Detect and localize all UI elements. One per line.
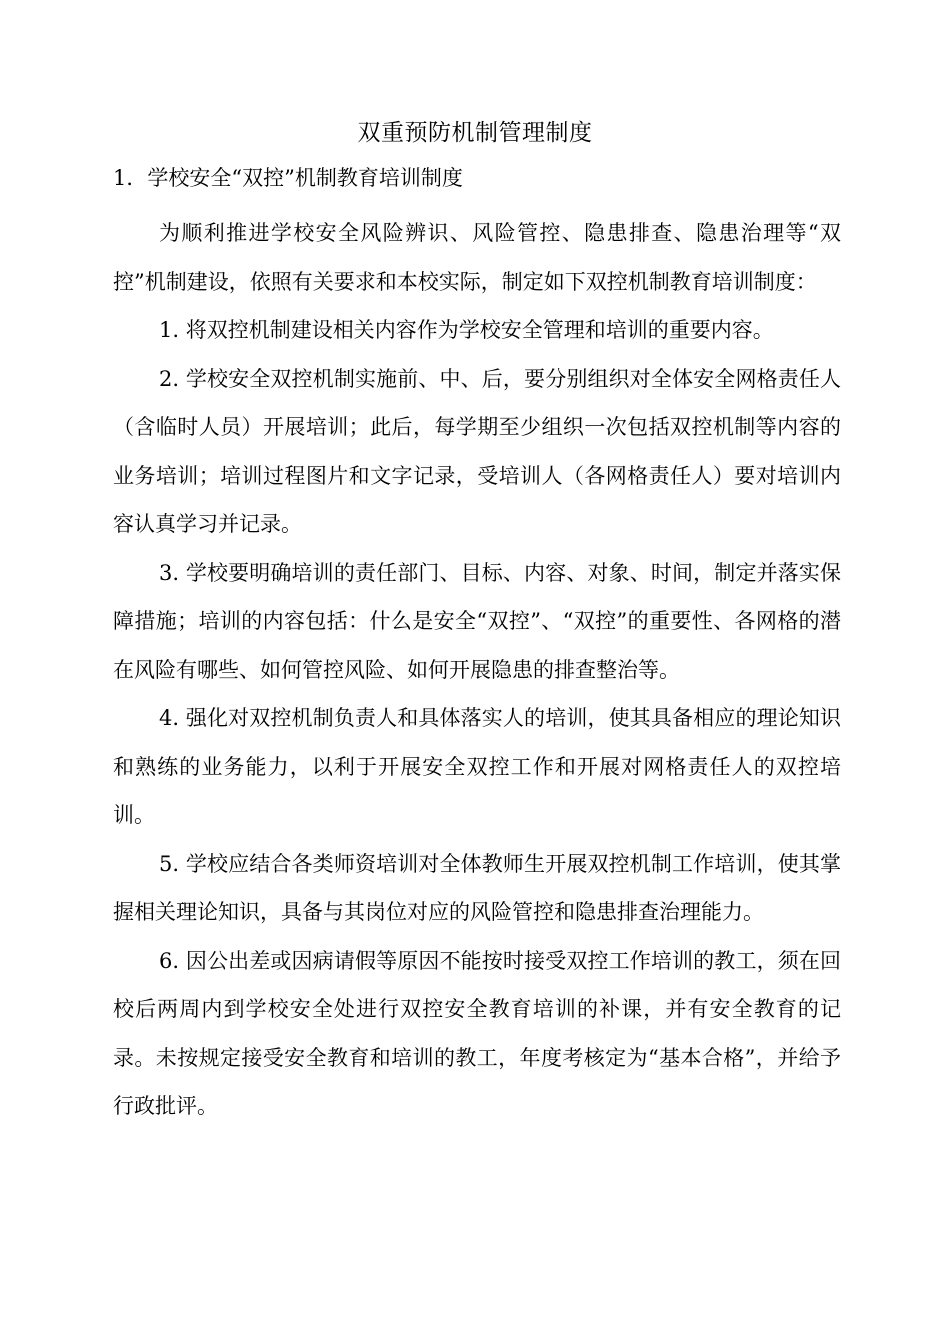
clause-4: 4. 强化对双控机制负责人和具体落实人的培训，使其具备相应的理论知识和熟练的业务能力，以利于开展安全双控工作和开展对网格责任人的双控培训。 xyxy=(113,706,841,827)
clause-1: 1. 将双控机制建设相关内容作为学校安全管理和培训的重要内容。 xyxy=(159,318,774,342)
clause-3: 3. 学校要明确培训的责任部门、目标、内容、对象、时间，制定并落实保障措施；培训的内容包括：什么是安全“双控”、“双控”的重要性、各网格的潜在风险有哪些、如何管控风险、如何开展隐患的排查整治等。 xyxy=(113,560,841,682)
document-title: 双重预防机制管理制度 xyxy=(357,120,593,146)
section-heading: 1．学校安全“双控”机制教育培训制度 xyxy=(113,166,463,190)
clause-6: 6. 因公出差或因病请假等原因不能按时接受双控工作培训的教工，须在回校后两周内到学校安全处进行双控安全教育培训的补课，并有安全教育的记录。未按规定接受安全教育和培训的教工，年度考核定为“基本合格”，并给予行政批评。 xyxy=(113,948,841,1118)
clause-2: 2. 学校安全双控机制实施前、中、后，要分别组织对全体安全网格责任人（含临时人员）开展培训；此后，每学期至少组织一次包括双控机制等内容的业务培训；培训过程图片和文字记录，受培训人（各网格责任人）要对培训内容认真学习并记录。 xyxy=(113,366,841,536)
clause-5: 5. 学校应结合各类师资培训对全体教师生开展双控机制工作培训，使其掌握相关理论知识，具备与其岗位对应的风险管控和隐患排查治理能力。 xyxy=(113,851,841,924)
intro-paragraph: 为顺利推进学校安全风险辨识、风险管控、隐患排查、隐患治理等“双控”机制建设，依照有关要求和本校实际，制定如下双控机制教育培训制度： xyxy=(113,221,841,294)
document-body xyxy=(113,209,841,1131)
